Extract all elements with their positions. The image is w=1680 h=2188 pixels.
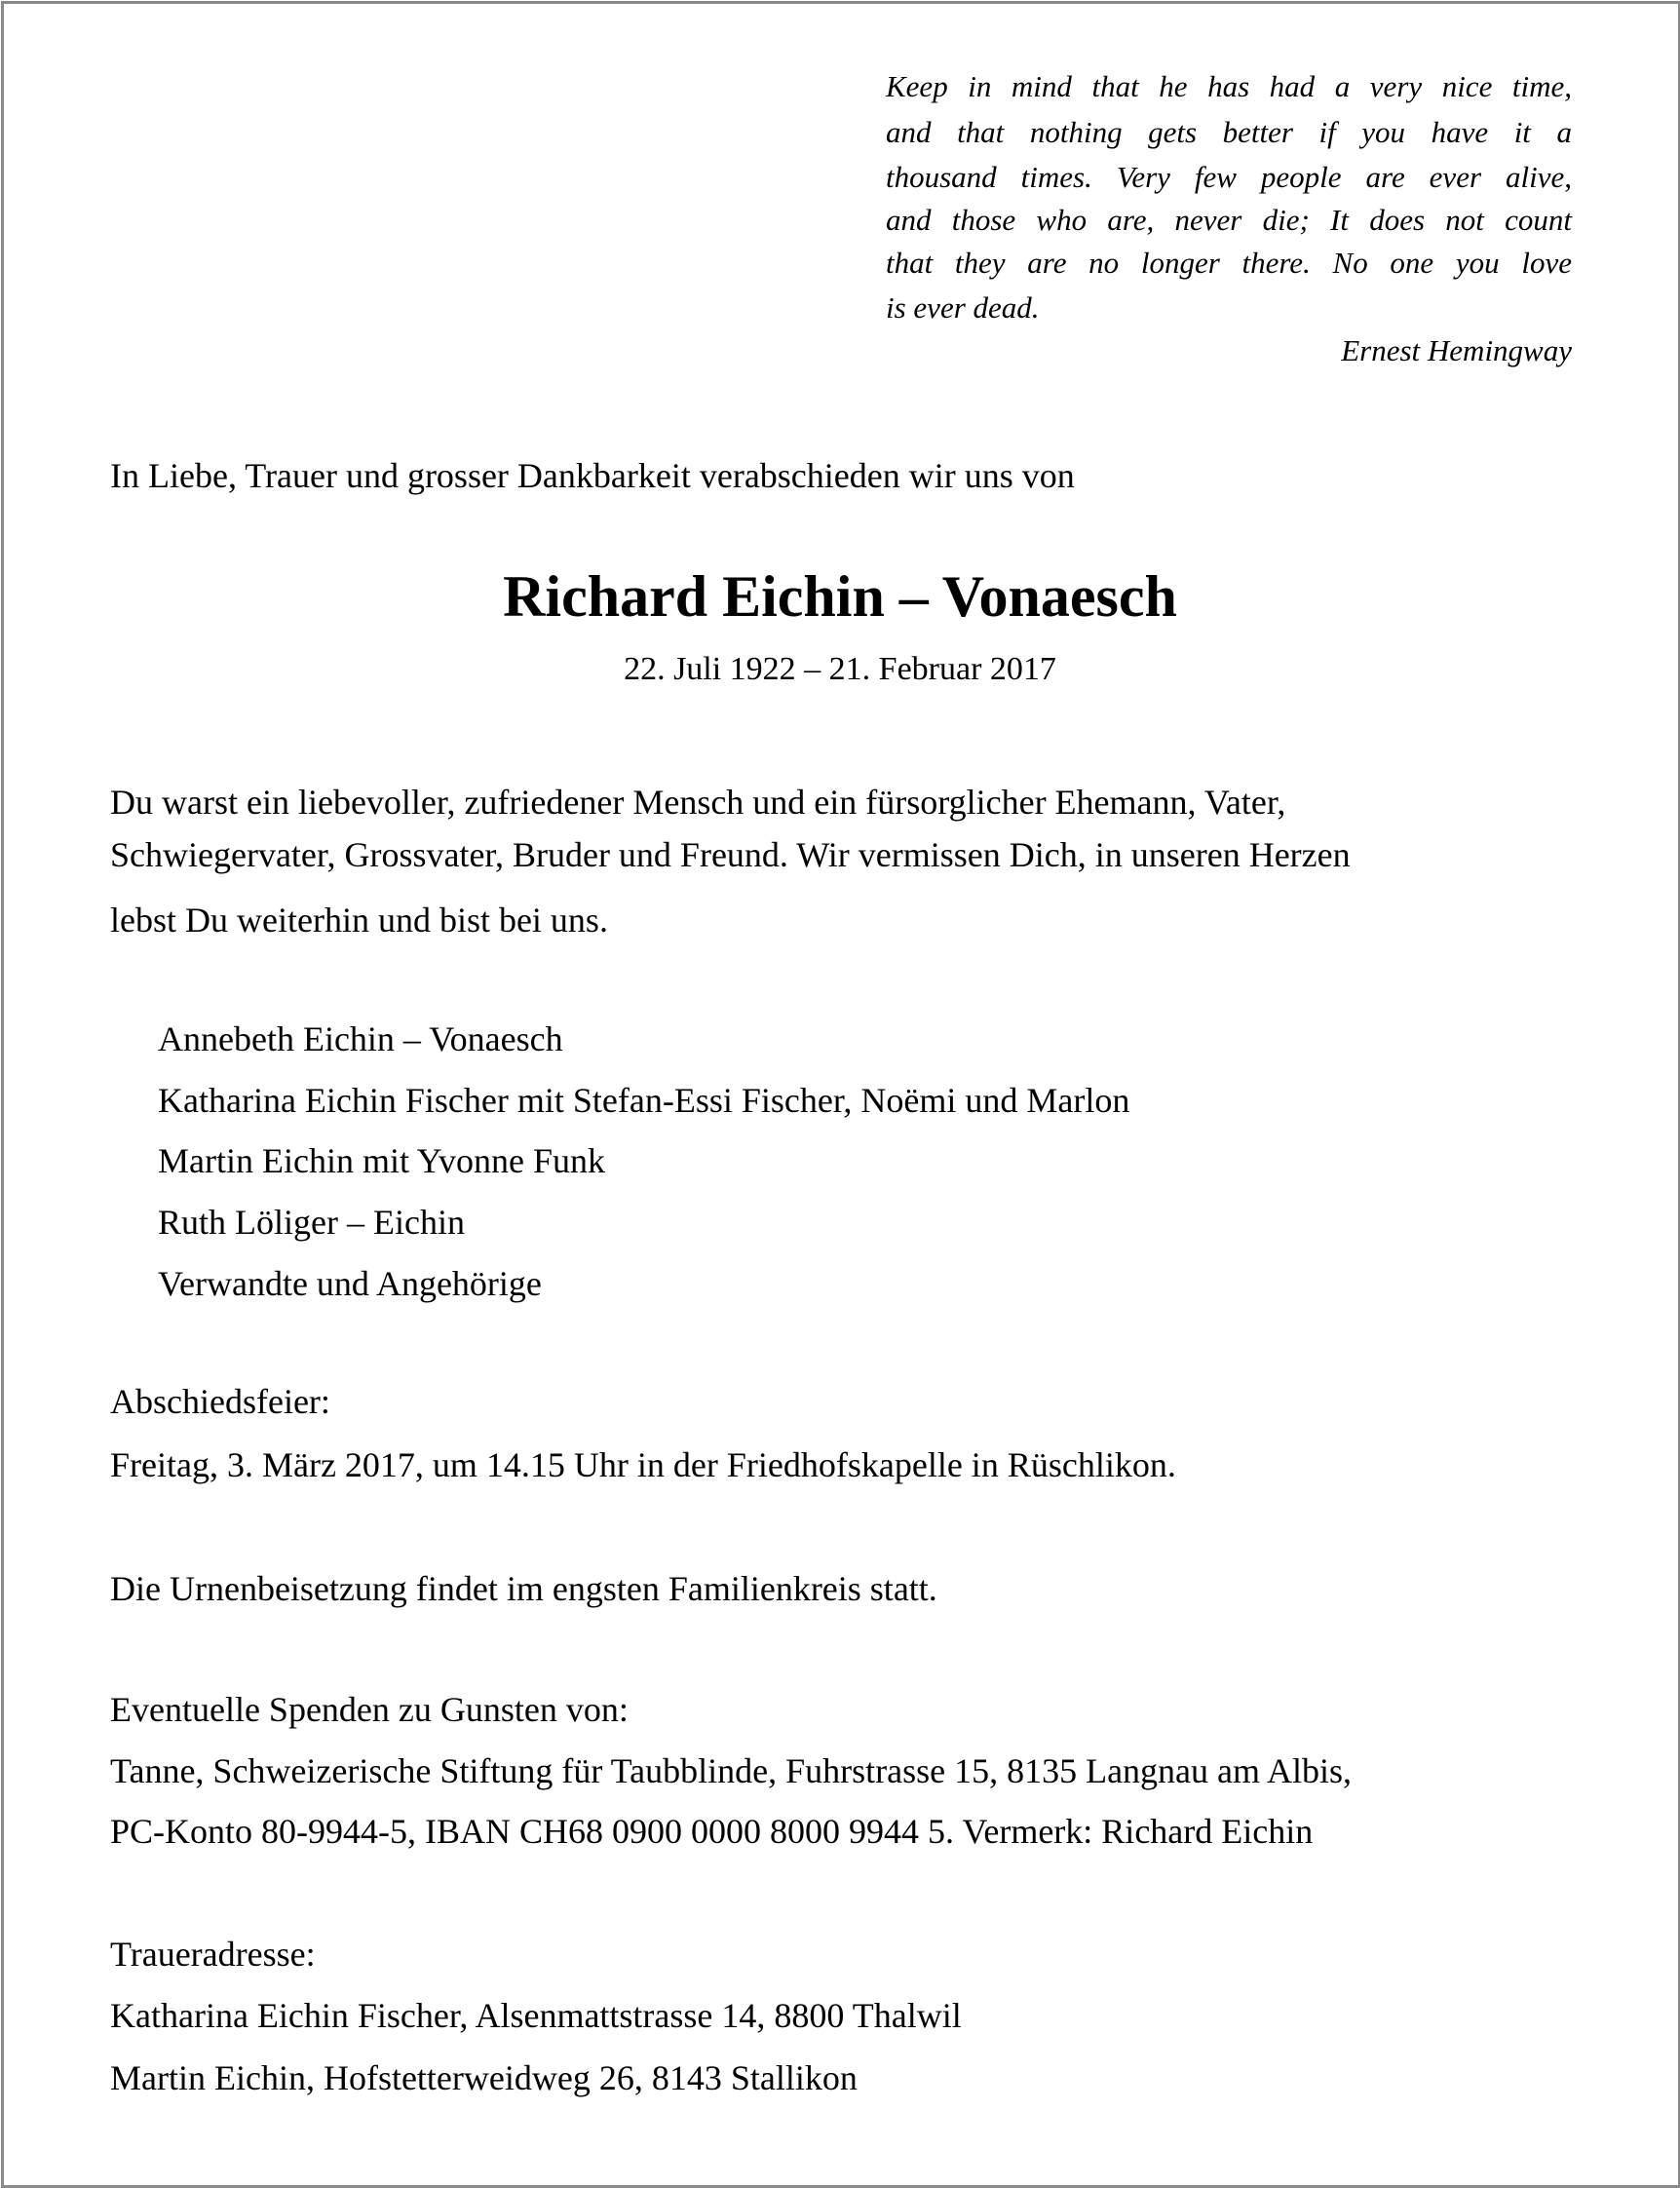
quote-line: thousand times. Very few people are ever alive, — [886, 160, 1572, 194]
intro-text: In Liebe, Trauer und grosser Dankbarkeit verabschieden wir uns von — [110, 456, 1075, 495]
quote-line: and that nothing gets better if you have it a — [886, 115, 1572, 149]
address-line: Katharina Eichin Fischer, Alsenmattstrasse 14, 8800 Thalwil — [110, 1996, 962, 2035]
message-line: lebst Du weiterhin und bist bei uns. — [110, 901, 608, 940]
farewell-details: Freitag, 3. März 2017, um 14.15 Uhr in der Friedhofskapelle in Rüschlikon. — [110, 1445, 1176, 1484]
mourner-item: Ruth Löliger – Eichin — [158, 1203, 465, 1242]
address-line: Martin Eichin, Hofstetterweidweg 26, 8143 Stallikon — [110, 2058, 858, 2097]
quote-line: is ever dead. — [886, 290, 1040, 325]
quote-author: Ernest Hemingway — [1341, 333, 1572, 367]
donations-line: PC-Konto 80-9944-5, IBAN CH68 0900 0000 8000 9944 5. Vermerk: Richard Eichin — [110, 1812, 1314, 1851]
quote-line: and those who are, never die; It does not count — [886, 203, 1572, 237]
mourner-item: Katharina Eichin Fischer mit Stefan-Essi Fischer, Noëmi und Marlon — [158, 1081, 1130, 1120]
urn-note: Die Urnenbeisetzung findet im engsten Familienkreis statt. — [110, 1569, 937, 1608]
message-line: Schwiegervater, Grossvater, Bruder und Freund. Wir vermissen Dich, in unseren Herzen — [110, 835, 1351, 874]
mourner-item: Martin Eichin mit Yvonne Funk — [158, 1141, 606, 1180]
message-line: Du warst ein liebevoller, zufriedener Mensch und ein fürsorglicher Ehemann, Vater, — [110, 783, 1286, 822]
farewell-label: Abschiedsfeier: — [110, 1382, 330, 1421]
quote-line: that they are no longer there. No one you love — [886, 246, 1572, 280]
donations-label: Eventuelle Spenden zu Gunsten von: — [110, 1690, 629, 1729]
quote-line: Keep in mind that he has had a very nice time, — [886, 69, 1572, 103]
mourner-item: Annebeth Eichin – Vonaesch — [158, 1019, 563, 1058]
donations-line: Tanne, Schweizerische Stiftung für Taubblinde, Fuhrstrasse 15, 8135 Langnau am Albis, — [110, 1751, 1353, 1790]
mourner-item: Verwandte und Angehörige — [158, 1264, 542, 1303]
address-label: Traueradresse: — [110, 1935, 316, 1974]
deceased-dates: 22. Juli 1922 – 21. Februar 2017 — [624, 651, 1056, 687]
deceased-name: Richard Eichin – Vonaesch — [503, 564, 1177, 629]
